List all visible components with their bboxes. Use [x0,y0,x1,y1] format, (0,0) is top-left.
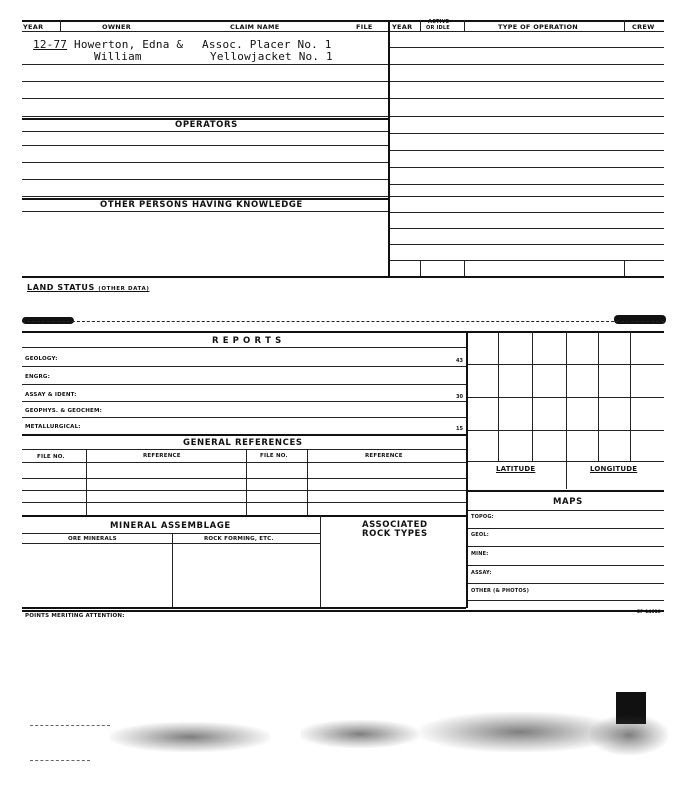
rule [22,607,466,609]
report-label: METALLURGICAL: [25,424,81,430]
rule [22,478,466,479]
rule [22,384,466,385]
divider [420,260,421,276]
divider [464,20,465,31]
latitude-label: LATITUDE [496,465,536,473]
land-status-label: LAND STATUS [27,283,95,292]
rule [22,366,466,367]
rule [22,116,388,117]
divider [630,331,631,461]
entry-owner-line2: William [94,50,142,63]
file-no-header-2: FILE NO. [260,453,288,459]
rule [390,47,664,48]
divider [420,20,421,31]
mineral-assemblage-heading: MINERAL ASSEMBLAGE [110,521,231,531]
report-label: GEOLOGY: [25,356,58,362]
ink-smudge-right [614,315,666,324]
operators-heading: OPERATORS [175,120,238,130]
rule [22,610,664,612]
rule [390,98,664,99]
report-label: GEOPHYS. & GEOCHEM: [25,408,103,414]
header-year: YEAR [23,23,44,31]
reference-header-2: REFERENCE [365,453,403,459]
header-crew: CREW [632,23,655,31]
rule [468,546,664,547]
rule [390,244,664,245]
longitude-label: LONGITUDE [590,465,638,473]
header-owner: OWNER [102,23,132,31]
report-code: 30 [456,394,463,400]
maps-heading: MAPS [553,497,583,507]
divider [60,20,61,31]
rule [22,196,388,197]
report-code: 43 [456,358,463,364]
reports-right-border [466,331,468,608]
rule [390,133,664,134]
rule [22,515,466,517]
header-type-of-operation: TYPE OF OPERATION [498,23,579,31]
reference-header-1: REFERENCE [143,453,181,459]
rule [22,64,388,65]
divider [464,260,465,276]
rule [468,490,664,492]
rule [390,167,664,168]
divider [566,331,567,461]
associated-rock-types-2: ROCK TYPES [362,529,428,539]
rule [22,449,466,450]
rule [390,64,664,65]
rule [22,98,388,99]
land-status-sub: (OTHER DATA) [98,286,150,292]
rule [22,81,388,82]
scan-noise-line [30,725,110,726]
entry-year: 12-77 [33,38,68,51]
rule [468,600,664,601]
land-status-heading [27,283,149,292]
map-label: OTHER (& PHOTOS) [471,588,530,594]
scan-smudge [300,720,420,748]
rule [468,583,664,584]
top-border [22,20,664,22]
scan-smudge [590,715,668,755]
rule [22,401,466,402]
rule [22,162,388,163]
rule [22,276,388,278]
rule [468,397,664,398]
points-meriting-attention: POINTS MERITING ATTENTION: [25,613,125,619]
divider [498,331,499,461]
rule [390,196,664,197]
divider [307,449,308,515]
rule [22,434,466,436]
rock-forming-header: ROCK FORMING, ETC. [204,536,274,542]
rule [390,116,664,117]
rule [22,347,466,348]
center-divider [388,20,390,278]
rule [468,528,664,529]
general-references-heading: GENERAL REFERENCES [183,438,303,448]
divider [86,449,87,515]
entry-owner-line1: Howerton, Edna & [74,38,184,51]
rule [390,276,664,278]
header-file: FILE [356,23,373,31]
scan-smudge [110,722,270,752]
rule [22,211,388,212]
rule [390,228,664,229]
rule [22,490,466,491]
rule [22,131,388,132]
rule [468,364,664,365]
rule [22,543,320,544]
rule [22,179,388,180]
scan-noise-line [30,760,90,761]
rule [390,184,664,185]
entry-claim-line2: Yellowjacket No. 1 [210,50,333,63]
divider [320,515,321,607]
map-label: ASSAY: [471,570,492,576]
rule [390,81,664,82]
rule [22,462,466,463]
divider [598,331,599,461]
rule [22,417,466,418]
file-no-header-1: FILE NO. [37,454,65,460]
rule [22,331,664,333]
form-number: EP-14618 [637,610,661,615]
rule [468,510,664,511]
rule [468,565,664,566]
divider [624,20,625,31]
header-claim-name: CLAIM NAME [230,23,280,31]
rule [22,321,664,322]
map-label: GEOL: [471,532,489,538]
rule [468,430,664,431]
report-label: ASSAY & IDENT: [25,392,77,398]
map-label: TOPOG: [471,514,494,520]
associated-rock-types-1: ASSOCIATED [362,520,428,530]
rule [22,533,320,534]
rule [390,150,664,151]
header-rule [22,31,664,32]
entry-claim-line1: Assoc. Placer No. 1 [202,38,332,51]
report-code: 15 [456,426,463,432]
header-or-idle: OR IDLE [426,25,450,31]
other-persons-heading: OTHER PERSONS HAVING KNOWLEDGE [100,200,303,210]
divider [246,449,247,515]
divider [532,331,533,461]
rule [390,212,664,213]
header-year-2: YEAR [392,23,413,31]
map-label: MINE: [471,551,489,557]
rule [390,260,664,261]
report-label: ENGRG: [25,374,51,380]
divider [566,461,567,489]
reports-heading: R E P O R T S [212,336,282,346]
divider [172,533,173,607]
header-active: ACTIVE [428,19,450,25]
divider [624,260,625,276]
rule [22,502,466,503]
ore-minerals-header: ORE MINERALS [68,536,117,542]
rule [22,145,388,146]
